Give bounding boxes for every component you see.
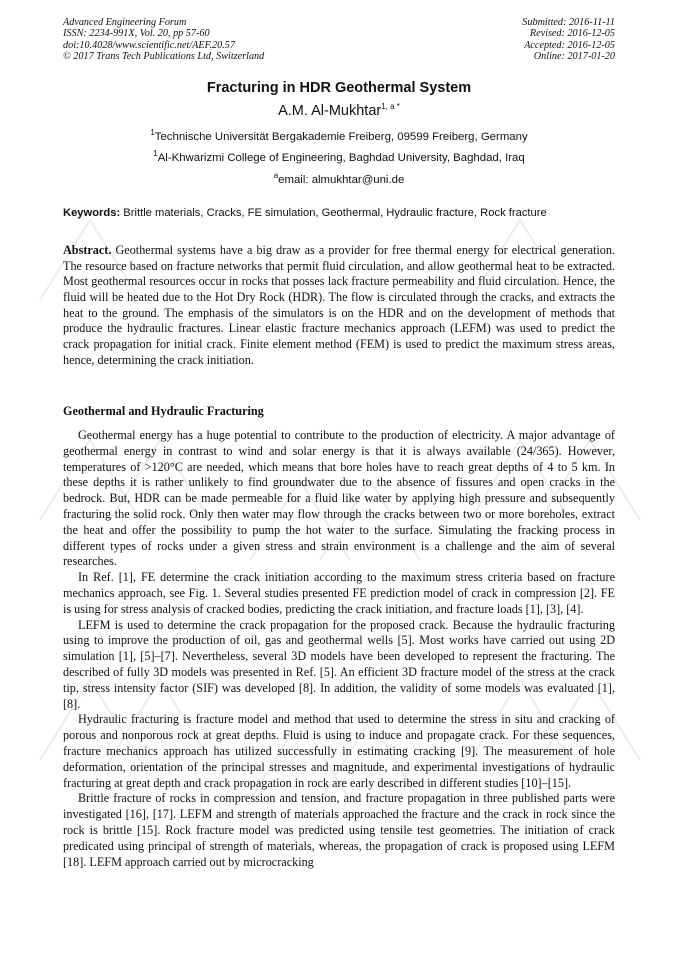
affiliation-mark: 1 [150, 128, 155, 138]
copyright-line: © 2017 Trans Tech Publications Ltd, Switzerland [63, 51, 265, 63]
abstract [63, 243, 615, 368]
author-marks: 1, a * [381, 102, 400, 112]
paragraph: Brittle fracture of rocks in compression and tension, and fracture propagation in three published parts were investigated [16], [17]. LEFM and strength of materials approached the fracture and the crack in rock since the rock is brittle [15]. Rock fracture model was predicted using tensile test geometries. The initiation of crack predicated using principal of strength of materials, whereas, the propagation of crack is proposed using LEFM [18]. LEFM approach carried out by microcracking [63, 791, 615, 869]
abstract-text: Geothermal systems have a big draw as a provider for free thermal energy for electrical generation. The resource based on fracture networks that permit fluid circulation, and allow geothermal heat to be extracted. Most geothermal resources occur in rocks that posses lack fracture permeability and fluid circulation. Hence, the fluid will be heated due to the Hot Dry Rock (HDR). The flow is circulated through the cracks, and extracts the heat to the ground. The emphasis of the simulators is on the HDR and on the development of methods that produce the hydraulic fractures. Linear elastic fracture mechanics approach (LEFM) was used to predict the crack propagation for initial crack. Finite element method (FEM) is used to predict the maximum stress areas, hence, determining the crack initiation. [63, 243, 615, 367]
email-text: email: almukhtar@uni.de [278, 174, 405, 186]
author-line [63, 103, 615, 119]
submitted-date: Submitted: 2016-11-11 [522, 17, 615, 28]
paragraph: Geothermal energy has a huge potential to contribute to the production of electricity. A major advantage of geothermal energy in contrast to wind and solar energy is that it is always available (24/365). However, temperatures of >120°C are needed, which means that bore holes have to reach great depths of 4 to 5 km. In these depths it is rather unlikely to find groundwater due to the absence of fissures and open cracks in the bedrock. But, HDR can be made permeable for a fluid like water by applying high pressure and subsequently fracturing the solid rock. Only then water may flow through the cracks between two or more boreholes, extract the heat and offer the possibility to pump the hot water to the surface. Simulating the fracking process in different types of rocks under a given stress and strain environment is a challenge and the aim of several researches. [63, 428, 615, 569]
section-heading: Geothermal and Hydraulic Fracturing [63, 404, 264, 418]
affiliation-text: Technische Universität Bergakademie Freiberg, 09599 Freiberg, Germany [154, 131, 528, 143]
affiliation-text: Al-Khwarizmi College of Engineering, Baghdad University, Baghdad, Iraq [157, 152, 525, 164]
journal-name: Advanced Engineering Forum [63, 17, 187, 28]
paper-title: Fracturing in HDR Geothermal System [206, 80, 472, 96]
online-date: Online: 2017-01-20 [533, 51, 615, 63]
author-email [63, 171, 615, 186]
issn-line: ISSN: 2234-991X, Vol. 20, pp 57-60 [63, 28, 210, 40]
abstract-label: Abstract. [63, 243, 112, 257]
affiliation-2 [63, 149, 615, 164]
email-mark: a [273, 171, 279, 181]
publication-header [63, 17, 615, 63]
journal-info [63, 17, 264, 63]
keywords [63, 207, 615, 219]
affiliation-mark: 1 [153, 149, 158, 159]
author-name: A.M. Al-Mukhtar [278, 103, 382, 119]
section-body [63, 428, 615, 870]
doi-line: doi:10.4028/www.scientific.net/AEF.20.57 [63, 39, 235, 51]
keywords-text: Brittle materials, Cracks, FE simulation, Geothermal, Hydraulic fracture, Rock fracture [120, 207, 547, 219]
paragraph: LEFM is used to determine the crack propagation for the proposed crack. Because the hydraulic fracturing using to improve the production of oil, gas and geothermal wells [5]. Most works have carried out using 2D simulation [1], [5]–[7]. Nevertheless, several 3D models have been developed to represent the fracturing. The described of fully 3D models was presented in Ref. [5]. An efficient 3D fracture model of the stress at the crack tip, stress intensity factor (SIF) was developed [8]. In addition, the validity of some models was evaluated [1], [8]. [63, 617, 615, 711]
revised-date: Revised: 2016-12-05 [529, 28, 615, 40]
keywords-label: Keywords: [63, 207, 121, 219]
accepted-date: Accepted: 2016-12-05 [524, 39, 615, 51]
paragraph: In Ref. [1], FE determine the crack initiation according to the maximum stress criteria based on fracture mechanics approach, see Fig. 1. Several studies presented FE prediction model of crack in compression [2]. FE is using for stress analysis of cracked bodies, predicting the crack initiation, and fracture loads [1], [3], [4]. [63, 570, 615, 616]
date-info [522, 17, 615, 63]
affiliation-1 [63, 128, 615, 143]
paragraph: Hydraulic fracturing is fracture model and method that used to determine the stress in situ and cracking of porous and nonporous rock at great depths. Fluid is using to induce and propagate crack. For these sequences, fracture mechanics approach has utilized successfully in estimating cracking [9]. The measurement of hole deformation, orientation of the principal stresses and magnitude, and experimental investigations of hydraulic fracturing at great depth and crack propagation in rock are early described in different studies [10]–[15]. [63, 712, 615, 790]
